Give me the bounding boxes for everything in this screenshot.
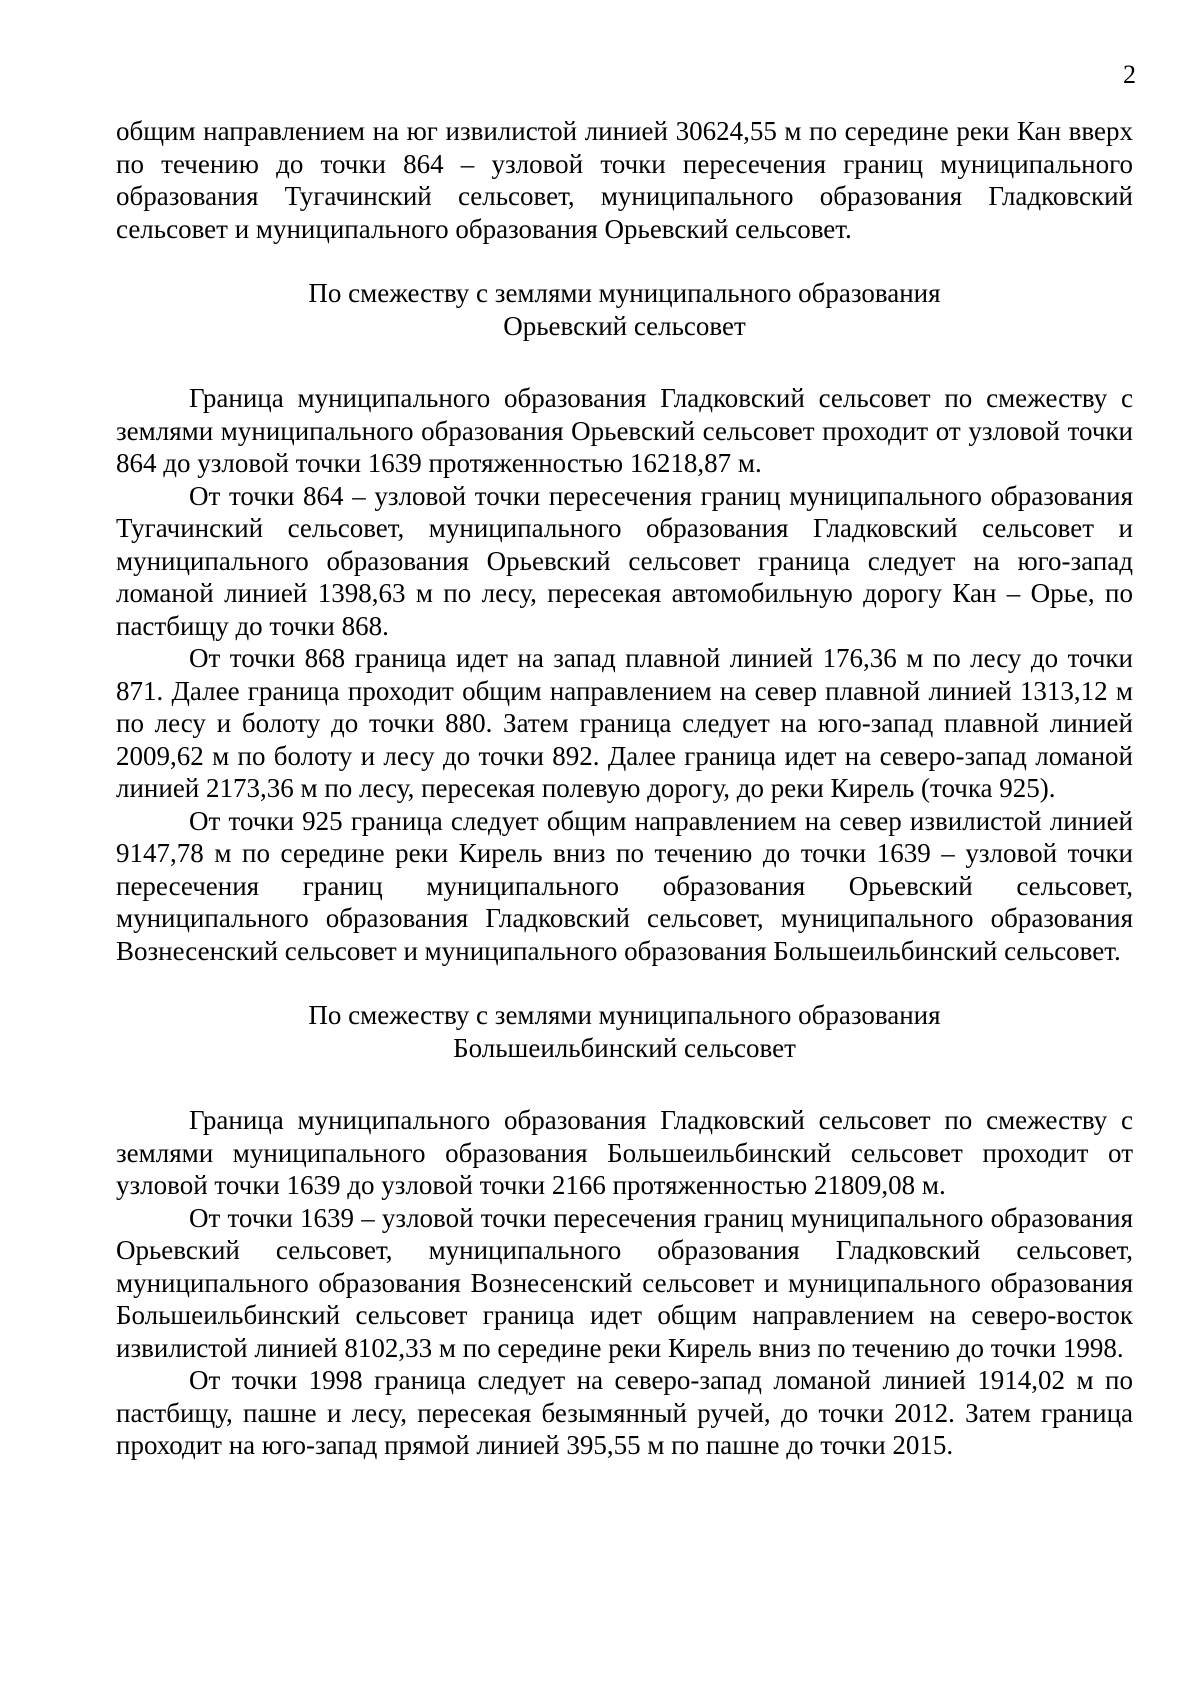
- section-heading-line: По смежеству с землями муниципального образования: [308, 278, 941, 308]
- paragraph: От точки 925 граница следует общим направлением на север извилистой линией 9147,78 м по середине реки Кирель вниз по течению до точки 1639 – узловой точки пересечения границ муниципального образования Орьевский сельсовет, муниципального образования Гладковский сельсовет, муниципального образования Вознесенский сельсовет и муниципального образования Большеильбинский сельсовет.: [116, 805, 1133, 966]
- section-heading-bolsheilbinsky: [116, 999, 1133, 1064]
- paragraph-continuation: общим направлением на юг извилистой линией 30624,55 м по середине реки Кан вверх по течению до точки 864 – узловой точки пересечения границ муниципального образования Тугачинский сельсовет, муниципального образования Гладковский сельсовет и муниципального образования Орьевский сельсовет.: [116, 116, 1133, 244]
- paragraph: От точки 864 – узловой точки пересечения границ муниципального образования Тугачинский сельсовет, муниципального образования Гладковский сельсовет и муниципального образования Орьевский сельсовет граница следует на юго-запад ломаной линией 1398,63 м по лесу, пересекая автомобильную дорогу Кан – Орье, по пастбищу до точки 868.: [116, 480, 1133, 641]
- paragraph: От точки 1639 – узловой точки пересечения границ муниципального образования Орьевский сельсовет, муниципального образования Гладковский сельсовет, муниципального образования Вознесенский сельсовет и муниципального образования Большеильбинский сельсовет граница идет общим направлением на северо-восток извилистой линией 8102,33 м по середине реки Кирель вниз по течению до точки 1998.: [116, 1202, 1133, 1363]
- section-heading-line: По смежеству с землями муниципального образования: [308, 1000, 941, 1030]
- section-heading-orevsky: [116, 277, 1133, 342]
- page-number: 2: [1123, 60, 1136, 89]
- paragraph: От точки 1998 граница следует на северо-запад ломаной линией 1914,02 м по пастбищу, пашне и лесу, пересекая безымянный ручей, до точки 2012. Затем граница проходит на юго-запад прямой линией 395,55 м по пашне до точки 2015.: [116, 1365, 1133, 1460]
- document-body: [116, 115, 1133, 1462]
- paragraph: Граница муниципального образования Гладковский сельсовет по смежеству с землями муниципального образования Большеильбинский сельсовет проходит от узловой точки 1639 до узловой точки 2166 протяженностью 21809,08 м.: [116, 1105, 1133, 1200]
- section-heading-line: Большеильбинский сельсовет: [453, 1032, 796, 1063]
- paragraph: От точки 868 граница идет на запад плавной линией 176,36 м по лесу до точки 871. Далее граница проходит общим направлением на север плавной линией 1313,12 м по лесу и болоту до точки 880. Затем граница следует на юго-запад плавной линией 2009,62 м по болоту и лесу до точки 892. Далее граница идет на северо-запад ломаной линией 2173,36 м по лесу, пересекая полевую дорогу, до реки Кирель (точка 925).: [116, 643, 1133, 803]
- section-heading-line: Орьевский сельсовет: [503, 310, 746, 341]
- paragraph: Граница муниципального образования Гладковский сельсовет по смежеству с землями муниципального образования Орьевский сельсовет проходит от узловой точки 864 до узловой точки 1639 протяженностью 16218,87 м.: [116, 383, 1133, 478]
